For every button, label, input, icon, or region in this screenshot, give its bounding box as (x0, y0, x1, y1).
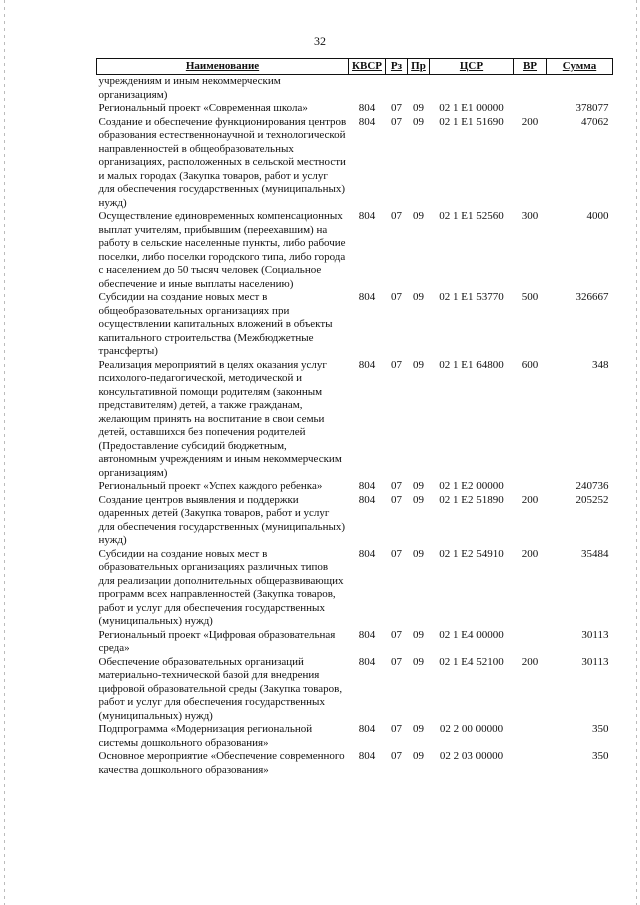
cell-rz: 07 (391, 480, 402, 492)
cell-kvsr (349, 75, 386, 103)
cell-sum: 30113 (581, 655, 609, 668)
cell-pr: 09 (413, 493, 424, 506)
cell-rz: 07 (391, 723, 402, 735)
table-body (97, 75, 613, 778)
cell-name: Обеспечение образовательных организаций материально-технической базой для внедрения цифровой образовательной среды (Закупка товаров, работ и услуг для обеспечения государственных (муниципальных) нужд) (98, 655, 343, 722)
cell-pr: 09 (413, 102, 424, 114)
table-row (97, 629, 613, 656)
cell-name: Региональный проект «Цифровая образовательная среда» (98, 628, 336, 654)
cell-kvsr: 804 (358, 723, 376, 735)
table-row (97, 548, 613, 629)
header-sum: Сумма (547, 59, 613, 75)
cell-pr: 09 (413, 750, 424, 762)
cell-kvsr: 804 (358, 547, 376, 560)
cell-csr: 02 1 E1 00000 (439, 102, 504, 114)
cell-csr (430, 75, 514, 103)
cell-pr: 09 (413, 723, 424, 735)
cell-rz: 07 (391, 115, 402, 128)
cell-csr: 02 1 E1 51690 (439, 115, 504, 128)
cell-csr: 02 2 00 00000 (439, 723, 504, 735)
header-rz: Рз (386, 59, 408, 75)
cell-sum: 350 (592, 750, 609, 762)
cell-csr: 02 1 E4 52100 (439, 655, 504, 668)
cell-name: Субсидии на создание новых мест в общеобразовательных организациях при осуществлении капитальных вложений в объекты капитального строительства (Межбюджетные трансферты) (98, 291, 333, 357)
cell-pr: 09 (413, 480, 424, 492)
cell-rz: 07 (391, 628, 402, 641)
cell-pr (408, 75, 430, 103)
cell-kvsr: 804 (358, 291, 376, 303)
cell-csr: 02 1 E2 51890 (439, 493, 504, 506)
table-row (97, 102, 613, 116)
cell-name: Создание и обеспечение функционирования центров образования естественнонаучной и технологической направленностей в общеобразовательных организациях, расположенных в сельской местности и малых городах (Закупка товаров, работ и услуг для обеспечения государственных (муниципальных) нужд) (98, 115, 347, 209)
cell-name: Подпрограмма «Модернизация региональной системы дошкольного образования» (98, 723, 313, 749)
cell-vr: 200 (521, 115, 539, 128)
cell-rz: 07 (391, 210, 402, 222)
cell-csr: 02 1 E4 00000 (439, 628, 504, 641)
cell-vr (514, 629, 547, 656)
cell-sum: 326667 (575, 291, 609, 303)
table-row (97, 723, 613, 750)
cell-csr: 02 1 E2 54910 (439, 547, 504, 560)
cell-sum: 35484 (581, 547, 609, 560)
table-row (97, 359, 613, 481)
cell-vr: 300 (521, 210, 539, 222)
cell-kvsr: 804 (358, 358, 376, 371)
cell-pr: 09 (413, 115, 424, 128)
cell-vr (514, 75, 547, 103)
cell-name: учреждениям и иным некоммерческим организациям) (98, 75, 281, 101)
cell-vr (514, 723, 547, 750)
table-row (97, 116, 613, 211)
table-row (97, 291, 613, 359)
scan-edge-left (4, 0, 5, 905)
cell-sum: 205252 (575, 493, 609, 506)
header-name: Наименование (97, 59, 349, 75)
cell-vr (514, 480, 547, 494)
cell-pr: 09 (413, 655, 424, 668)
cell-csr: 02 1 E1 64800 (439, 358, 504, 371)
cell-kvsr: 804 (358, 655, 376, 668)
scan-edge-right (636, 0, 637, 905)
cell-rz: 07 (391, 493, 402, 506)
cell-sum: 378077 (575, 102, 609, 114)
cell-sum: 348 (592, 358, 609, 371)
cell-name: Осуществление единовременных компенсационных выплат учителям, прибывшим (переехавшим) на работу в сельские населенные пункты, либо рабочие поселки, либо поселки городского типа, либо города с населением до 50 тысяч человек (Социальное обеспечение и иные выплаты населению) (98, 210, 346, 290)
cell-pr: 09 (413, 547, 424, 560)
cell-kvsr: 804 (358, 480, 376, 492)
cell-rz: 07 (391, 547, 402, 560)
header-kvsr: КВСР (349, 59, 386, 75)
cell-name: Реализация мероприятий в целях оказания услуг психолого-педагогической, методической и консультативной помощи родителям (законным представителям) детей, а также гражданам, желающим принять на воспитание в свои семьи детей, оставшихся без попечения родителей (Предоставление субсидий бюджетным, автономным учреждениям и иным некоммерческим организациям) (98, 358, 342, 479)
cell-vr: 500 (521, 291, 539, 303)
header-pr: Пр (408, 59, 430, 75)
table-row (97, 480, 613, 494)
cell-name: Региональный проект «Успех каждого ребенка» (98, 480, 323, 492)
cell-vr: 200 (521, 547, 539, 560)
table-row (97, 75, 613, 103)
cell-kvsr: 804 (358, 210, 376, 222)
cell-pr: 09 (413, 210, 424, 222)
cell-sum: 240736 (575, 480, 609, 492)
cell-sum: 47062 (581, 115, 609, 128)
cell-csr: 02 1 E1 53770 (439, 291, 504, 303)
cell-vr: 200 (521, 493, 539, 506)
cell-rz: 07 (391, 750, 402, 762)
cell-rz: 07 (391, 655, 402, 668)
cell-csr: 02 2 03 00000 (439, 750, 504, 762)
cell-name: Субсидии на создание новых мест в образовательных организациях различных типов для реализации дополнительных общеразвивающих программ всех направленностей (Закупка товаров, работ и услуг для обеспечения государственных (муниципальных) нужд) (98, 547, 344, 627)
cell-name: Создание центров выявления и поддержки одаренных детей (Закупка товаров, работ и услуг для обеспечения государственных (муниципальных) нужд) (98, 493, 346, 546)
cell-vr (514, 102, 547, 116)
cell-vr: 200 (521, 655, 539, 668)
header-csr: ЦСР (430, 59, 514, 75)
cell-kvsr: 804 (358, 750, 376, 762)
cell-kvsr: 804 (358, 102, 376, 114)
budget-table (96, 58, 613, 777)
cell-rz: 07 (391, 358, 402, 371)
cell-name: Основное мероприятие «Обеспечение современного качества дошкольного образования» (98, 750, 345, 776)
cell-rz (386, 75, 408, 103)
page-number: 32 (314, 34, 326, 48)
table-row (97, 210, 613, 291)
cell-csr: 02 1 E1 52560 (439, 210, 504, 222)
cell-sum: 350 (592, 723, 609, 735)
cell-sum: 4000 (586, 210, 609, 222)
cell-rz: 07 (391, 102, 402, 114)
cell-kvsr: 804 (358, 115, 376, 128)
cell-pr: 09 (413, 628, 424, 641)
cell-vr (514, 750, 547, 777)
cell-sum (547, 75, 613, 103)
cell-name: Региональный проект «Современная школа» (98, 102, 308, 114)
cell-kvsr: 804 (358, 493, 376, 506)
header-vr: ВР (514, 59, 547, 75)
table-row (97, 494, 613, 548)
cell-vr: 600 (521, 358, 539, 371)
table-row (97, 750, 613, 777)
table-header-row (97, 59, 613, 75)
cell-csr: 02 1 E2 00000 (439, 480, 504, 492)
cell-rz: 07 (391, 291, 402, 303)
cell-pr: 09 (413, 358, 424, 371)
table-row (97, 656, 613, 724)
cell-kvsr: 804 (358, 628, 376, 641)
cell-sum: 30113 (581, 628, 609, 641)
cell-pr: 09 (413, 291, 424, 303)
